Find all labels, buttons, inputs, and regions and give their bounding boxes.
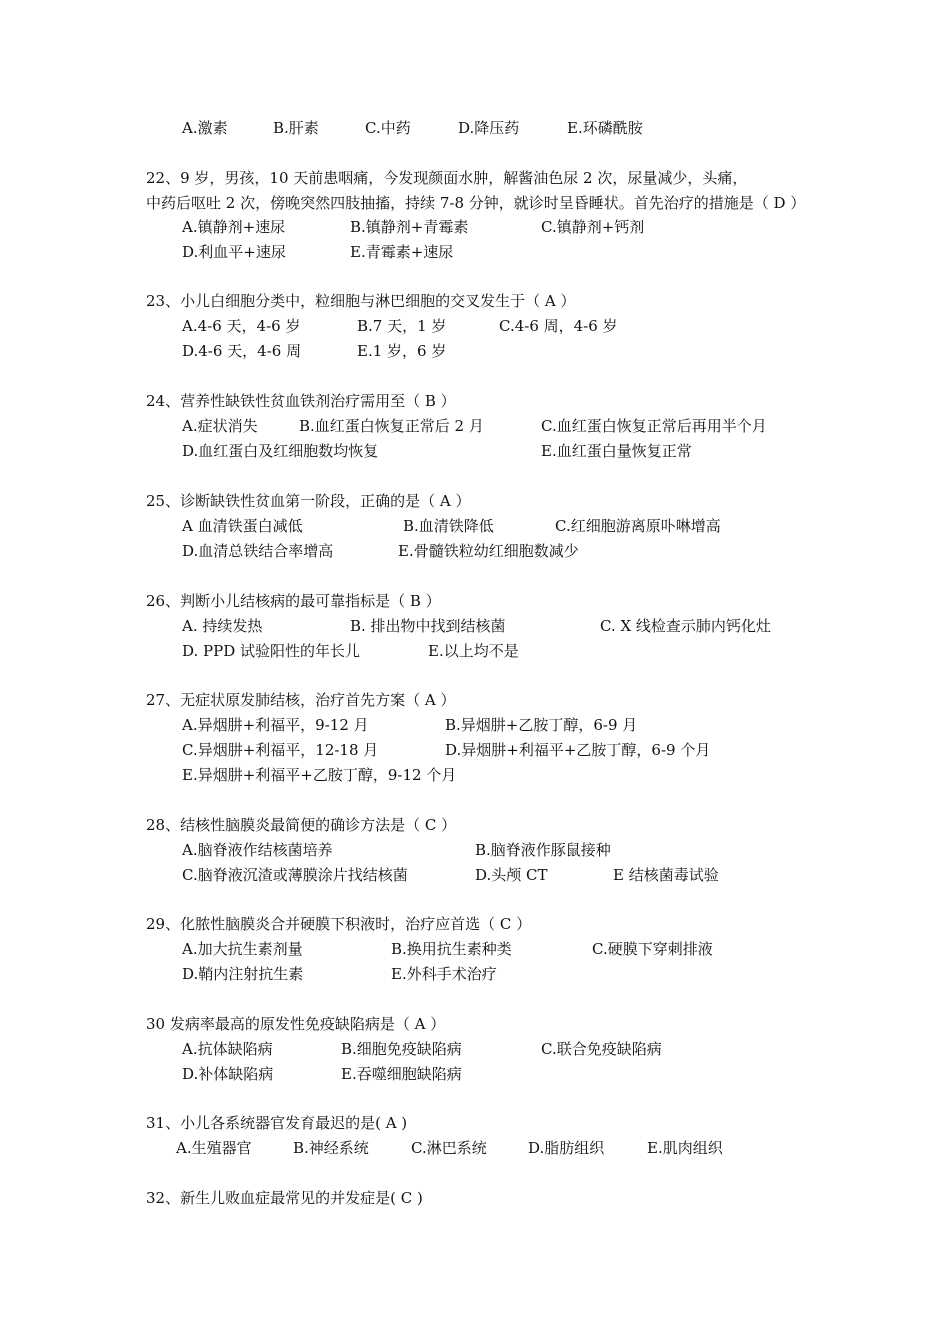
question-stem: 22、9 岁，男孩，10 天前患咽痛，今发现颜面水肿，解酱油色尿 2 次，尿量减少，头痛，: [146, 169, 748, 187]
option-c: C.4-6 周，4-6 岁: [499, 317, 618, 335]
option-a: A.镇静剂+速尿: [182, 218, 286, 236]
option-c: C.异烟肼+利福平，12-18 月: [182, 741, 379, 759]
option-a: A 血清铁蛋白减低: [182, 517, 303, 535]
question-stem: 25、诊断缺铁性贫血第一阶段，正确的是（ A ）: [146, 492, 471, 510]
option-a: A.加大抗生素剂量: [182, 940, 303, 958]
option-a: A.异烟肼+利福平，9-12 月: [182, 716, 369, 734]
option-e: E.异烟肼+利福平+乙胺丁醇，9-12 个月: [182, 766, 457, 784]
option-a: A.脑脊液作结核菌培养: [182, 841, 333, 859]
option-a: A.激素: [182, 119, 228, 137]
option-e: E.血红蛋白量恢复正常: [541, 442, 692, 460]
option-e: E.骨髓铁粒幼红细胞数减少: [398, 542, 579, 560]
option-c: C.淋巴系统: [411, 1139, 487, 1157]
option-a: A.4-6 天，4-6 岁: [182, 317, 301, 335]
option-b: B.镇静剂+青霉素: [350, 218, 469, 236]
option-d: D.降压药: [458, 119, 520, 137]
option-c: C.镇静剂+钙剂: [541, 218, 645, 236]
option-c: C.中药: [365, 119, 411, 137]
option-b: B.血红蛋白恢复正常后 2 月: [299, 417, 484, 435]
option-b: B.血清铁降低: [403, 517, 494, 535]
option-c: C.血红蛋白恢复正常后再用半个月: [541, 417, 767, 435]
question-stem-continued: 中药后呕吐 2 次，傍晚突然四肢抽搐，持续 7-8 分钟，就诊时呈昏睡状。首先治疗的措施是（ D ）: [146, 194, 806, 212]
question-stem: 24、营养性缺铁性贫血铁剂治疗需用至（ B ）: [146, 392, 456, 410]
question-stem: 30 发病率最高的原发性免疫缺陷病是（ A ）: [146, 1015, 446, 1033]
option-d: D.利血平+速尿: [182, 243, 286, 261]
option-e: E 结核菌毒试验: [613, 866, 719, 884]
option-d: D.鞘内注射抗生素: [182, 965, 304, 983]
option-e: E.环磷酰胺: [567, 119, 643, 137]
question-stem: 31、小儿各系统器官发育最迟的是( A ): [146, 1114, 408, 1132]
option-b: B.异烟肼+乙胺丁醇，6-9 月: [445, 716, 638, 734]
option-d: D.血红蛋白及红细胞数均恢复: [182, 442, 379, 460]
option-e: E.外科手术治疗: [391, 965, 497, 983]
question-stem: 32、新生儿败血症最常见的并发症是( C ): [146, 1189, 423, 1207]
option-c: C.红细胞游离原卟啉增高: [555, 517, 721, 535]
option-d: D.异烟肼+利福平+乙胺丁醇，6-9 个月: [445, 741, 711, 759]
option-e: E.1 岁，6 岁: [357, 342, 447, 360]
option-c: C.联合免疫缺陷病: [541, 1040, 662, 1058]
option-e: E.青霉素+速尿: [350, 243, 454, 261]
option-b: B.细胞免疫缺陷病: [341, 1040, 462, 1058]
question-stem: 29、化脓性脑膜炎合并硬膜下积液时，治疗应首选（ C ）: [146, 915, 532, 933]
option-d: D.4-6 天，4-6 周: [182, 342, 302, 360]
option-a: A.症状消失: [182, 417, 258, 435]
option-e: E.吞噬细胞缺陷病: [341, 1065, 462, 1083]
option-a: A. 持续发热: [182, 617, 263, 635]
option-b: B.7 天，1 岁: [357, 317, 447, 335]
question-stem: 27、无症状原发肺结核，治疗首先方案（ A ）: [146, 691, 456, 709]
option-d: D.血清总铁结合率增高: [182, 542, 334, 560]
option-c: C. X 线检查示肺内钙化灶: [600, 617, 771, 635]
question-stem: 23、小儿白细胞分类中，粒细胞与淋巴细胞的交叉发生于（ A ）: [146, 292, 576, 310]
option-d: D. PPD 试验阳性的年长儿: [182, 642, 361, 660]
option-b: B.神经系统: [293, 1139, 369, 1157]
option-e: E.以上均不是: [428, 642, 519, 660]
option-d: D.补体缺陷病: [182, 1065, 274, 1083]
option-c: C.脑脊液沉渣或薄膜涂片找结核菌: [182, 866, 408, 884]
option-b: B.换用抗生素种类: [391, 940, 512, 958]
option-d: D.头颅 CT: [475, 866, 548, 884]
option-e: E.肌肉组织: [647, 1139, 723, 1157]
option-c: C.硬膜下穿刺排液: [592, 940, 713, 958]
question-stem: 28、结核性脑膜炎最简便的确诊方法是（ C ）: [146, 816, 457, 834]
question-stem: 26、判断小儿结核病的最可靠指标是（ B ）: [146, 592, 441, 610]
option-d: D.脂肪组织: [528, 1139, 605, 1157]
option-b: B. 排出物中找到结核菌: [350, 617, 506, 635]
option-b: B.肝素: [273, 119, 319, 137]
option-a: A.抗体缺陷病: [182, 1040, 273, 1058]
option-b: B.脑脊液作豚鼠接种: [475, 841, 611, 859]
option-a: A.生殖器官: [176, 1139, 252, 1157]
